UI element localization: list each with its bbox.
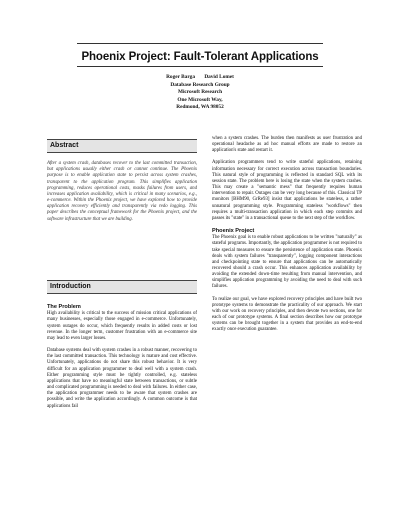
affiliation-line: Microsoft Research <box>177 89 223 96</box>
title-rule-bottom <box>77 66 323 67</box>
body-paragraph: when a system crashes. The burden then manifests as user frustration and operational headache as ad hoc manual efforts are made to restore an application's state and restart it. <box>212 136 362 154</box>
author-names <box>0 74 400 82</box>
body-paragraph: High availability is critical to the success of mission critical applications of many businesses, especially those engaged in e-commerce. Unfortunately, system outages do occur, which frequently results in added costs or lost revenue. In the longer term, customer frustration with an e-commerce site may lead to even larger losses. <box>47 311 197 341</box>
problem-subheading: The Problem <box>47 304 81 311</box>
author-block <box>0 74 400 112</box>
affiliation-line: Redmond, WA 98052 <box>176 104 224 111</box>
body-paragraph: To realize our goal, we have explored recovery principles and have built two prototype systems to demonstrate the practicality of our approach. We start with our work on recovery principles, and then devote two sections, one for each of our prototype systems. A final section describes how our prototype systems can be brought together in a system that provides an end-to-end exactly once execution guarantee. <box>212 296 362 333</box>
phoenix-project-subheading: Phoenix Project <box>212 228 255 235</box>
affiliation-line: One Microsoft Way, <box>177 96 223 103</box>
affiliation-line: Database Research Group <box>170 81 230 88</box>
author-name: Roger Barga <box>166 74 195 80</box>
left-column <box>47 139 197 223</box>
introduction-heading: Introduction <box>47 280 197 294</box>
abstract-heading: Abstract <box>47 139 197 153</box>
left-column-intro <box>47 280 197 416</box>
right-column <box>212 136 362 340</box>
author-name: David Lomet <box>204 74 234 80</box>
body-paragraph: Application programmers tend to write stateful applications, retaining information necessary for correct execution across transaction boundaries. This natural style of programming is reflected in standard SQL with its session state. The problem here is losing the state when the system crashes. This may create a "semantic mess" that frequently requires human intervention to repair. Outages can be very long because of this. Classical TP monitors [BHM90, GrRe93] insist that applications be stateless, a rather unnatural programming style. Programming stateless "workflows" then requires a multi-transaction application in which each step commits and passes its "state" in a transactional queue to the next step of the workflow. <box>212 160 362 221</box>
abstract-text: After a system crash, databases recover to the last committed transaction, but applications usually either crash or cannot continue. The Phoenix purpose is to enable application state to persist across system crashes, transparent to the application program. This simplifies application programming, reduces operational costs, masks failures from users, and increases application availability, which is critical in many scenarios, e.g., e-commerce. Within the Phoenix project, we have explored how to provide application recovery efficiently and transparently via redo logging. This paper describes the conceptual framework for the Phoenix project, and the software infrastructure that we are building. <box>47 161 197 222</box>
paper-title: Phoenix Project: Fault-Tolerant Applications <box>81 51 319 63</box>
title-rule-top <box>77 43 323 44</box>
body-paragraph: The Phoenix goal is to enable robust applications to be written "naturally" as stateful programs. Importantly, the application programmer is not required to take special measures to ensure the persistence of application state. Phoenix deals with system failures "transparently", logging component interactions and checkpointing state to ensure that applications can be automatically recovered should a crash occur. This enhances application availability by avoiding the extended down-time resulting from manual intervention, and simplifies application programming by avoiding the need to deal with such failures. <box>212 235 362 290</box>
body-paragraph: Database systems deal with system crashes in a robust manner, recovering to the last committed transaction. This technology is mature and cost effective. Unfortunately, applications do not share this robust behavior. It is very difficult for an application programmer to deal well with a system crash. Either programming style must be tightly controlled, e.g. stateless applications that have no meaningful state between transactions, or subtle and complicated programming is needed to deal with failures. In either case, the application programmer needs to be aware that system crashes are possible, and write the application accordingly. A common outcome is that applications fail <box>47 348 197 409</box>
